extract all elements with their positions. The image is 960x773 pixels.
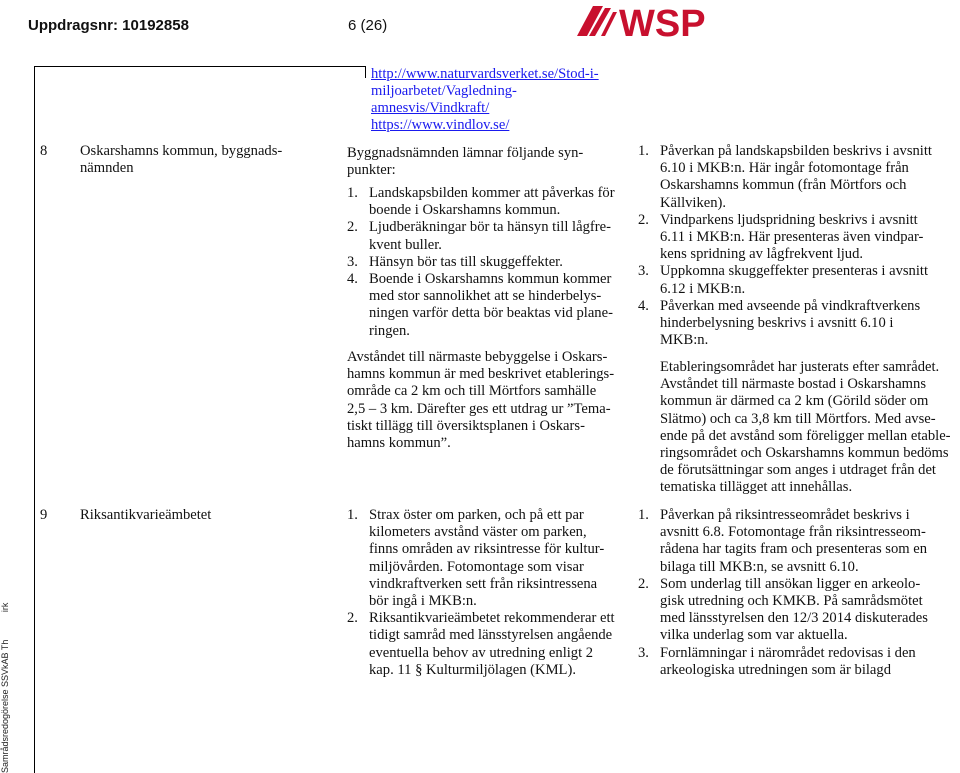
- list-item: 1. Strax öster om parken, och på ett par kilometers avstånd väster om parken, finns områden av riksintresse för kultur- miljövården. Fotomontage som visar vindkraftverken sett från riksintressena bör ingå i MKB:n.: [347, 507, 605, 610]
- row-9-points: [347, 507, 647, 679]
- page-header: [28, 17, 388, 34]
- list-item: 2. Riksantikvarieämbetet rekommenderar ett tidigt samråd med länsstyrelsen angående eventuella behov av utredning enligt 2 kap. 11 § Kulturmiljölagen (KML).: [347, 610, 615, 678]
- list-item: 2. Vindparkens ljudspridning beskrivs i avsnitt 6.11 i MKB:n. Här presenteras även vindpar- kens spridning av lågfrekvent ljud.: [638, 211, 924, 263]
- table-left-border: [34, 66, 35, 773]
- table-top-border: [34, 66, 366, 67]
- page-number: 6 (26): [348, 17, 388, 34]
- list-item: 4. Boende i Oskarshamns kommun kommer med stor sannolikhet att se hinderbelys- ningen varför detta bör beaktas vid plane- ringen.: [347, 271, 613, 339]
- column-divider: [365, 66, 366, 78]
- list-item: 2. Som underlag till ansökan ligger en arkeolo- gisk utredning och KMKB. På samrådsmötet med länsstyrelsen den 12/3 2014 diskuterades vilka underlag som var aktuella.: [638, 575, 928, 644]
- link-vindlov[interactable]: https://www.vindlov.se/: [371, 117, 510, 133]
- link-naturvardsverket-1[interactable]: http://www.naturvardsverket.se/Stod-i-: [371, 66, 599, 82]
- side-footer-text: Samrådsredogörelse SSVkAB Th irk: [0, 602, 10, 773]
- list-item: 3. Fornlämningar i närområdet redovisas i den arkeologiska utredningen som är bilagd: [638, 644, 916, 678]
- list-item: 3. Uppkomna skuggeffekter presenteras i avsnitt 6.12 i MKB:n.: [638, 263, 929, 297]
- row-8-number: 8: [40, 143, 48, 159]
- row-9-responses: [638, 507, 958, 679]
- row-9-number: 9: [40, 507, 48, 523]
- row-8-organisation: Oskarshamns kommun, byggnads- nämnden: [80, 143, 283, 177]
- list-item: 1. Påverkan på riksintresseområdet beskrivs i avsnitt 6.8. Fotomontage från riksintresseom- rådena har tagits fram och presenteras som en bilaga till MKB:n, se avsnitt 6.10.: [638, 507, 928, 575]
- logo-text: WSP: [619, 3, 706, 44]
- list-item: 2. Ljudberäkningar bör ta hänsyn till lågfre- kvent buller.: [347, 219, 611, 253]
- row-8-response-paragraph: Etableringsområdet har justerats efter samrådet. Avståndet till närmaste bostad i Oskarshamns kommun är därmed ca 2 km (Görild söder om Slätmo) och ca 3,8 km till Mörtfors. Med avse- ende på det avstånd som föreligger mellan etable- ringsområdet och Oskarshamns kommun bedöms de förutsättningar som anges i utdraget från det tematiska tillägget att innehållas.: [660, 359, 951, 496]
- link-naturvardsverket-3[interactable]: amnesvis/Vindkraft/: [371, 100, 490, 116]
- row-8-responses: [638, 143, 958, 349]
- wsp-logo: [571, 0, 711, 44]
- row-8-points: [347, 185, 647, 340]
- list-item: 1. Påverkan på landskapsbilden beskrivs i avsnitt 6.10 i MKB:n. Här ingår fotomontage från Oskarshamns kommun (från Mörtfors och Källviken).: [638, 143, 932, 211]
- row-8-intro: Byggnadsnämnden lämnar följande syn- punkter:: [347, 145, 584, 179]
- row-9-organisation: Riksantikvarieämbetet: [80, 507, 212, 523]
- list-item: 4. Påverkan med avseende på vindkraftverkens hinderbelysning beskrivs i avsnitt 6.10 i MKB:n.: [638, 297, 921, 349]
- link-naturvardsverket-2[interactable]: miljoarbetet/Vagledning-: [371, 83, 517, 99]
- list-item: 3. Hänsyn bör tas till skuggeffekter.: [347, 253, 563, 270]
- reference-links: [371, 66, 641, 134]
- row-8-distance-paragraph: Avståndet till närmaste bebyggelse i Oskars- hamns kommun är med beskrivet etablerings- område ca 2 km och till Mörtfors samhälle 2,5 – 3 km. Därefter ges ett utdrag ur ”Tema- tiskt tillägg till översiktsplanen i Oskars- hamns kommun”.: [347, 349, 615, 452]
- assignment-number: Uppdragsnr: 10192858: [28, 17, 189, 34]
- list-item: 1. Landskapsbilden kommer att påverkas för boende i Oskarshamns kommun.: [347, 185, 615, 219]
